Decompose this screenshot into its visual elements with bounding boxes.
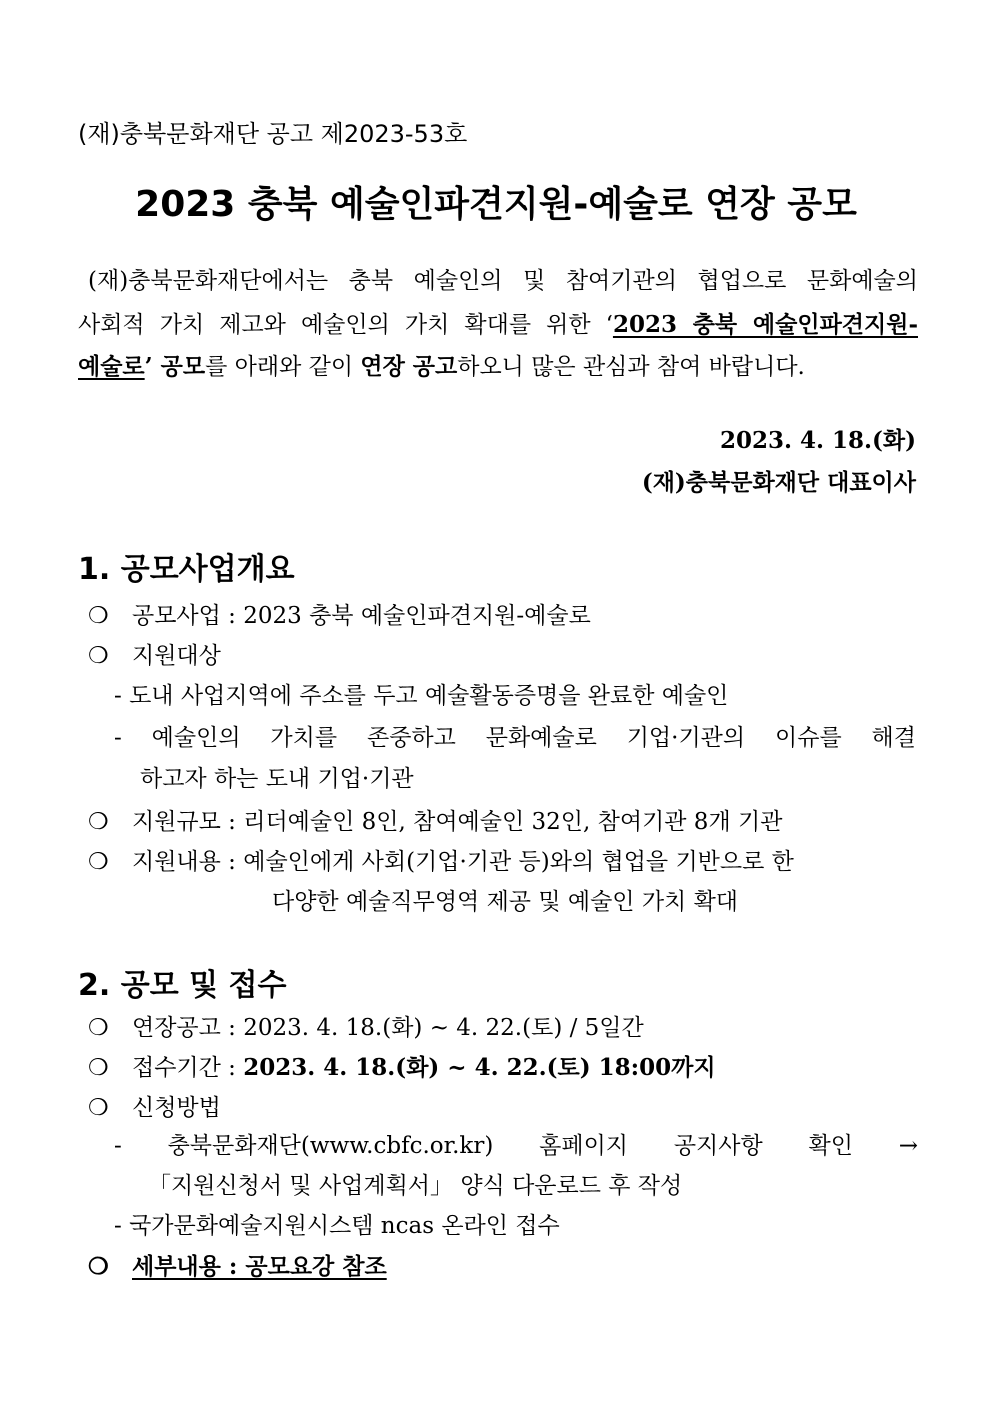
section-1-content-cont: 다양한 예술직무영역 제공 및 예술인 가치 확대 <box>272 889 739 915</box>
intro-emphasis-program-end: 예술로 <box>78 353 145 380</box>
receipt-period-value: 2023. 4. 18.(화) ~ 4. 22.(토) 18:00까지 <box>243 1054 716 1081</box>
bullet-icon: ❍ <box>88 643 109 669</box>
item-text: 신청방법 <box>132 1095 221 1121</box>
section-2-method-sub-2: - 국가문화예술지원시스템 ncas 온라인 접수 <box>114 1213 560 1239</box>
intro-text: 하오니 많은 관심과 참여 바랍니다. <box>457 354 805 380</box>
section-1-item-content <box>88 843 794 876</box>
intro-emphasis-contest: 공모 <box>160 353 206 380</box>
intro-line-2 <box>78 306 918 339</box>
intro-quote: ’ <box>144 353 161 380</box>
intro-line-3 <box>78 348 918 381</box>
notice-number: (재)충북문화재단 공고 제2023-53호 <box>78 120 468 148</box>
section-2-method-sub-1-cont: 「지원신청서 및 사업계획서」 양식 다운로드 후 작성 <box>148 1173 683 1199</box>
bullet-icon: ❍ <box>88 1015 109 1041</box>
section-2-item-details <box>88 1248 387 1281</box>
item-text: 접수기간 : <box>132 1055 244 1081</box>
bullet-icon: ❍ <box>88 809 109 835</box>
notice-date: 2023. 4. 18.(화) <box>719 427 916 454</box>
section-1-item-scale <box>88 803 782 836</box>
section-1-item-target <box>88 637 221 670</box>
item-text: 공모사업 : 2023 충북 예술인파견지원-예술로 <box>132 603 591 629</box>
bullet-icon: ❍ <box>88 1055 109 1081</box>
bullet-icon: ❍ <box>88 1253 109 1280</box>
bullet-icon: ❍ <box>88 849 109 875</box>
section-1-heading: 1. 공모사업개요 <box>78 552 295 587</box>
section-1-target-sub-2-cont: 하고자 하는 도내 기업·기관 <box>140 766 414 792</box>
bullet-icon: ❍ <box>88 603 109 629</box>
intro-emphasis-program: 2023 충북 예술인파견지원- <box>612 311 918 338</box>
section-2-item-method <box>88 1089 221 1122</box>
bullet-icon: ❍ <box>88 1095 109 1121</box>
item-text: 지원대상 <box>132 643 221 669</box>
section-2-heading: 2. 공모 및 접수 <box>78 968 287 1003</box>
intro-line-1: (재)충북문화재단에서는 충북 예술인의 및 참여기관의 협업으로 문화예술의 <box>88 268 918 294</box>
section-2-item-extension <box>88 1009 644 1042</box>
item-text: 세부내용 : 공모요강 참조 <box>132 1253 387 1280</box>
intro-emphasis-extension: 연장 공고 <box>360 353 458 380</box>
intro-text: 사회적 가치 제고와 예술인의 가치 확대를 위한 ‘ <box>78 312 613 338</box>
section-1-item-project <box>88 597 591 630</box>
section-2-item-period <box>88 1049 716 1082</box>
issuer: (재)충북문화재단 대표이사 <box>641 469 916 496</box>
intro-text: 를 아래와 같이 <box>205 354 361 380</box>
section-1-target-sub-2: - 예술인의 가치를 존중하고 문화예술로 기업·기관의 이슈를 해결 <box>114 725 916 751</box>
item-text: 연장공고 : 2023. 4. 18.(화) ~ 4. 22.(토) / 5일간 <box>132 1015 644 1041</box>
section-2-method-sub-1: - 충북문화재단(www.cbfc.or.kr) 홈페이지 공지사항 확인 → <box>114 1133 918 1159</box>
section-1-target-sub-1: - 도내 사업지역에 주소를 두고 예술활동증명을 완료한 예술인 <box>114 683 729 709</box>
page-title: 2023 충북 예술인파견지원-예술로 연장 공모 <box>135 184 857 225</box>
item-text: 지원내용 : 예술인에게 사회(기업·기관 등)와의 협업을 기반으로 한 <box>132 849 794 875</box>
item-text: 지원규모 : 리더예술인 8인, 참여예술인 32인, 참여기관 8개 기관 <box>132 809 783 835</box>
